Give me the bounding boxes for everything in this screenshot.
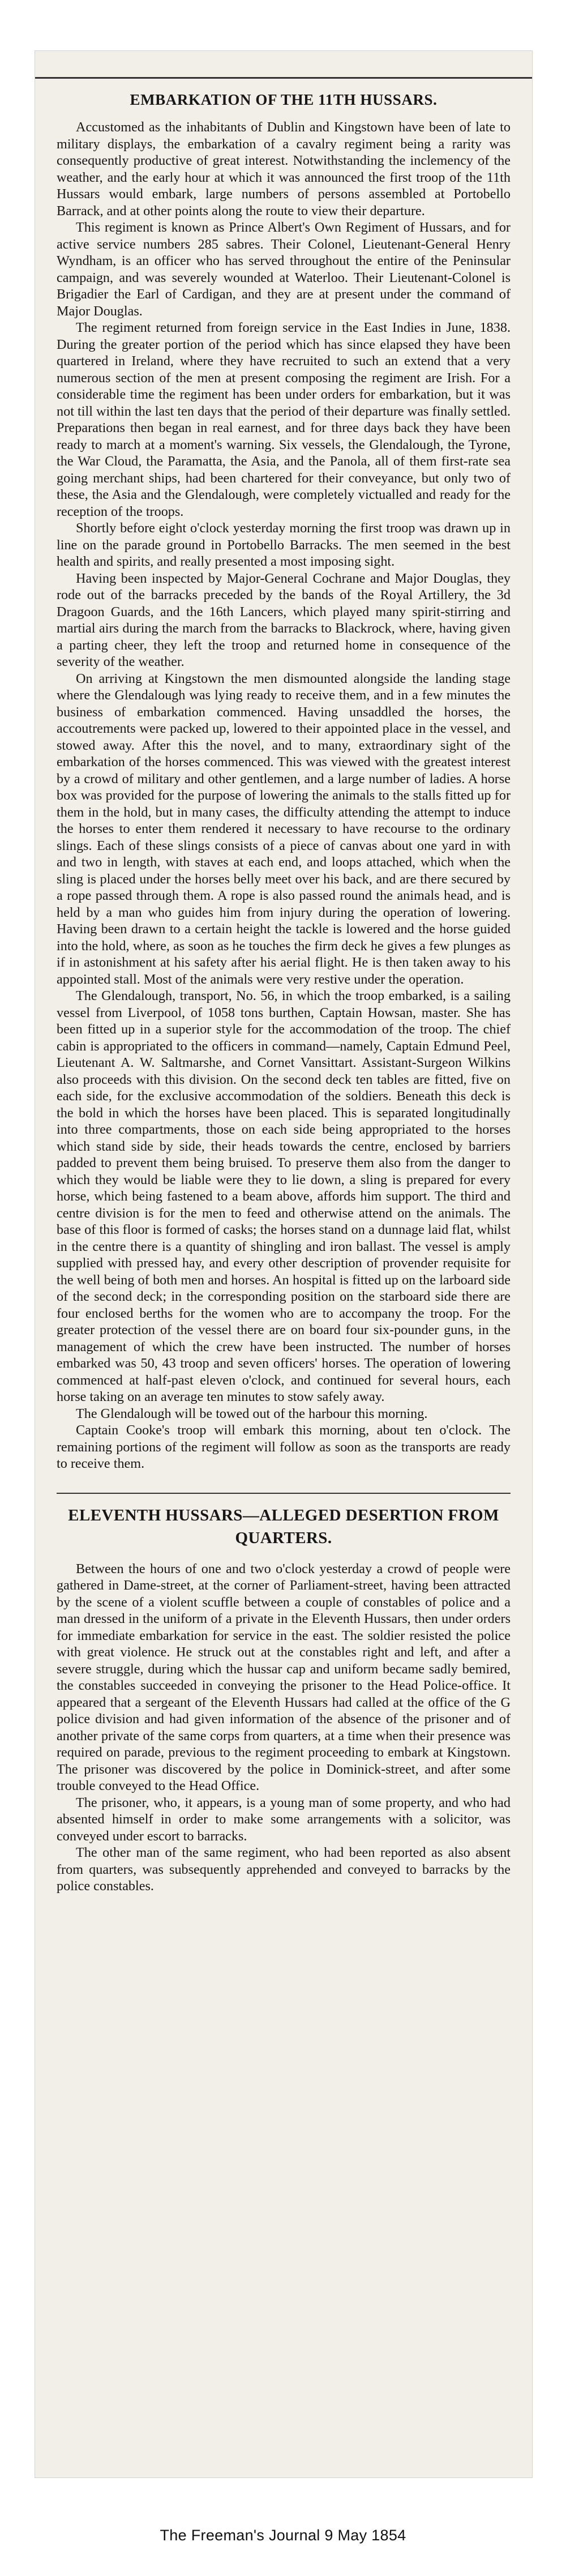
article-paragraph: Having been inspected by Major-General Cochrane and Major Douglas, they rode out of the barracks preceded by the bands of the Royal Artillery, the 3d Dragoon Guards, and the 16th Lancers, which played many spirit-stirring and martial airs during the march from the barracks to Blackrock, where, having given a parting cheer, they left the troop and returned home in consequence of the severity of the weather. bbox=[57, 570, 511, 670]
article-desertion bbox=[57, 1504, 511, 1895]
article-headline: ELEVENTH HUSSARS—ALLEGED DESERTION FROM QUARTERS. bbox=[68, 1506, 499, 1547]
article-paragraph: On arriving at Kingstown the men dismounted alongside the landing stage where the Glendalough was lying ready to receive them, and in a few minutes the business of embarkation commenced. Having unsaddled the horses, the accoutrements were packed up, lowered to their appointed place in the vessel, and stowed away. After this the novel, and to many, extraordinary sight of the embarkation of the horses commenced. This was viewed with the greatest interest by a crowd of military and other gentlemen, and a large number of ladies. A horse box was provided for the purpose of lowering the animals to the stalls fitted up for them in the hold, but in many cases, the difficulty attending the attempt to induce the horses to enter them rendered it necessary to have recourse to the ordinary slings. Each of these slings consists of a piece of canvas about one yard in with and two in length, with staves at each end, and loops attached, which when the sling is placed under the horses belly meet over his back, and are there secured by a rope passed through them. A rope is also passed round the animals head, and is held by a man who guides him from injury during the operation of lowering. Having been drawn to a certain height the tackle is lowered and the horse guided into the hold, where, as soon as he touches the firm deck he gives a few plunges as if in astonishment at his safety after his aerial flight. He is then taken away to his appointed stall. Most of the animals were very restive under the operation. bbox=[57, 670, 511, 987]
article-paragraph: This regiment is known as Prince Albert's Own Regiment of Hussars, and for active service numbers 285 sabres. Their Colonel, Lieutenant-General Henry Wyndham, is an officer who has served throughout the entire of the Peninsular campaign, and was severely wounded at Waterloo. Their Lieutenant-Colonel is Brigadier the Earl of Cardigan, and they are at present under the command of Major Douglas. bbox=[57, 220, 511, 319]
image-caption: The Freeman's Journal 9 May 1854 bbox=[160, 2527, 406, 2544]
article-paragraph: Accustomed as the inhabitants of Dublin and Kingstown have been of late to military displays, the embarkation of a cavalry regiment being a rarity was consequently productive of great interest. Notwithstanding the inclemency of the weather, and the early hour at which it was announced the first troop of the 11th Hussars would embark, large numbers of persons assembled at Portobello Barrack, and at other points along the route to view their departure. bbox=[57, 119, 511, 219]
newspaper-clipping bbox=[35, 51, 532, 2477]
article-paragraph: The other man of the same regiment, who had been reported as also absent from quarters, was subsequently apprehended and conveyed to barracks by the police constables. bbox=[57, 1845, 511, 1894]
article-paragraph: Shortly before eight o'clock yesterday morning the first troop was drawn up in line on the parade ground in Portobello Barracks. The men seemed in the best health and spirits, and really presented a most imposing sight. bbox=[57, 520, 511, 570]
article-paragraph: The prisoner, who, it appears, is a young man of some property, and who had absented himself in order to make some arrangements with a solicitor, was conveyed under escort to barracks. bbox=[57, 1795, 511, 1844]
article-paragraph: The regiment returned from foreign service in the East Indies in June, 1838. During the greater portion of the period which has since elapsed they have been quartered in Ireland, where they have recruited to such an extend that a very numerous section of the men at present composing the regiment are Irish. For a considerable time the regiment has been under orders for embarkation, but it was not till within the last ten days that the period of their departure was finally settled. Preparations then began in real earnest, and for three days back they have been ready to march at a moment's warning. Six vessels, the Glendalough, the Tyrone, the War Cloud, the Paramatta, the Asia, and the Panola, all of them first-rate sea going merchant ships, had been chartered for their conveyance, but only two of these, the Asia and the Glendalough, were completely victualled and ready for the reception of the troops. bbox=[57, 320, 511, 519]
section-divider bbox=[57, 1493, 511, 1494]
article-paragraph: The Glendalough, transport, No. 56, in which the troop embarked, is a sailing vessel from Liverpool, of 1058 tons burthen, Captain Howsan, master. She has been fitted up in a superior style for the accommodation of the troop. The chief cabin is appropriated to the officers in command—namely, Captain Edmund Peel, Lieutenant A. W. Saltmarshe, and Cornet Vansittart. Assistant-Surgeon Wilkins also proceeds with this division. On the second deck ten tables are fitted, five on each side, for the exclusive accommodation of the soldiers. Beneath this deck is the bold in which the horses have been placed. This is separated longitudinally into three compartments, those on each side being appropriated to the horses which stand side by side, their heads towards the centre, enclosed by barriers padded to prevent them being bruised. To preserve them also from the danger to which they would be liable were they to lie down, a sling is prepared for every horse, which being fastened to a beam above, affords him support. The third and centre division is for the men to feed and otherwise attend on the animals. The base of this floor is formed of casks; the horses stand on a dunnage laid flat, whilst in the centre there is a quantity of shingling and iron ballast. The vessel is amply supplied with pressed hay, and every other description of provender requisite for the well being of both men and horses. An hospital is fitted up on the larboard side of the second deck; in the corresponding position on the starboard side there are four enclosed berths for the women who are to accompany the troop. For the greater protection of the vessel there are on board four six-pounder guns, in the management of which the crew have been instructed. The number of horses embarked was 50, 43 troop and seven officers' horses. The operation of lowering commenced at half-past eleven o'clock, and continued for several hours, each horse taking on an average ten minutes to stow safely away. bbox=[57, 988, 511, 1405]
article-headline: EMBARKATION OF THE 11TH HUSSARS. bbox=[130, 91, 438, 108]
clipping-body bbox=[35, 51, 532, 1895]
article-embarkation bbox=[57, 91, 511, 1472]
article-paragraph: The Glendalough will be towed out of the harbour this morning. bbox=[76, 1406, 428, 1421]
article-paragraph: Captain Cooke's troop will embark this morning, about ten o'clock. The remaining portions of the regiment will follow as soon as the transports are ready to receive them. bbox=[57, 1422, 511, 1472]
article-paragraph: Between the hours of one and two o'clock yesterday a crowd of people were gathered in Dame-street, at the corner of Parliament-street, having been attracted by the scene of a violent scuffle between a couple of constables of police and a man dressed in the uniform of a private in the Eleventh Hussars, then under orders for immediate embarkation for service in the east. The soldier resisted the police with great violence. He struck out at the constables right and left, and after a severe struggle, during which the hussar cap and uniform became sadly bemired, the constables succeeded in conveying the prisoner to the Head Police-office. It appeared that a sergeant of the Eleventh Hussars had called at the office of the G police division and had given information of the absence of the prisoner and of another private of the same corps from quarters, at a time when their presence was required on parade, previous to the regiment proceeding to embark at Kingstown. The prisoner was discovered by the police in Dominick-street, and after some trouble conveyed to the Head Office. bbox=[57, 1561, 511, 1794]
top-rule bbox=[35, 77, 532, 79]
